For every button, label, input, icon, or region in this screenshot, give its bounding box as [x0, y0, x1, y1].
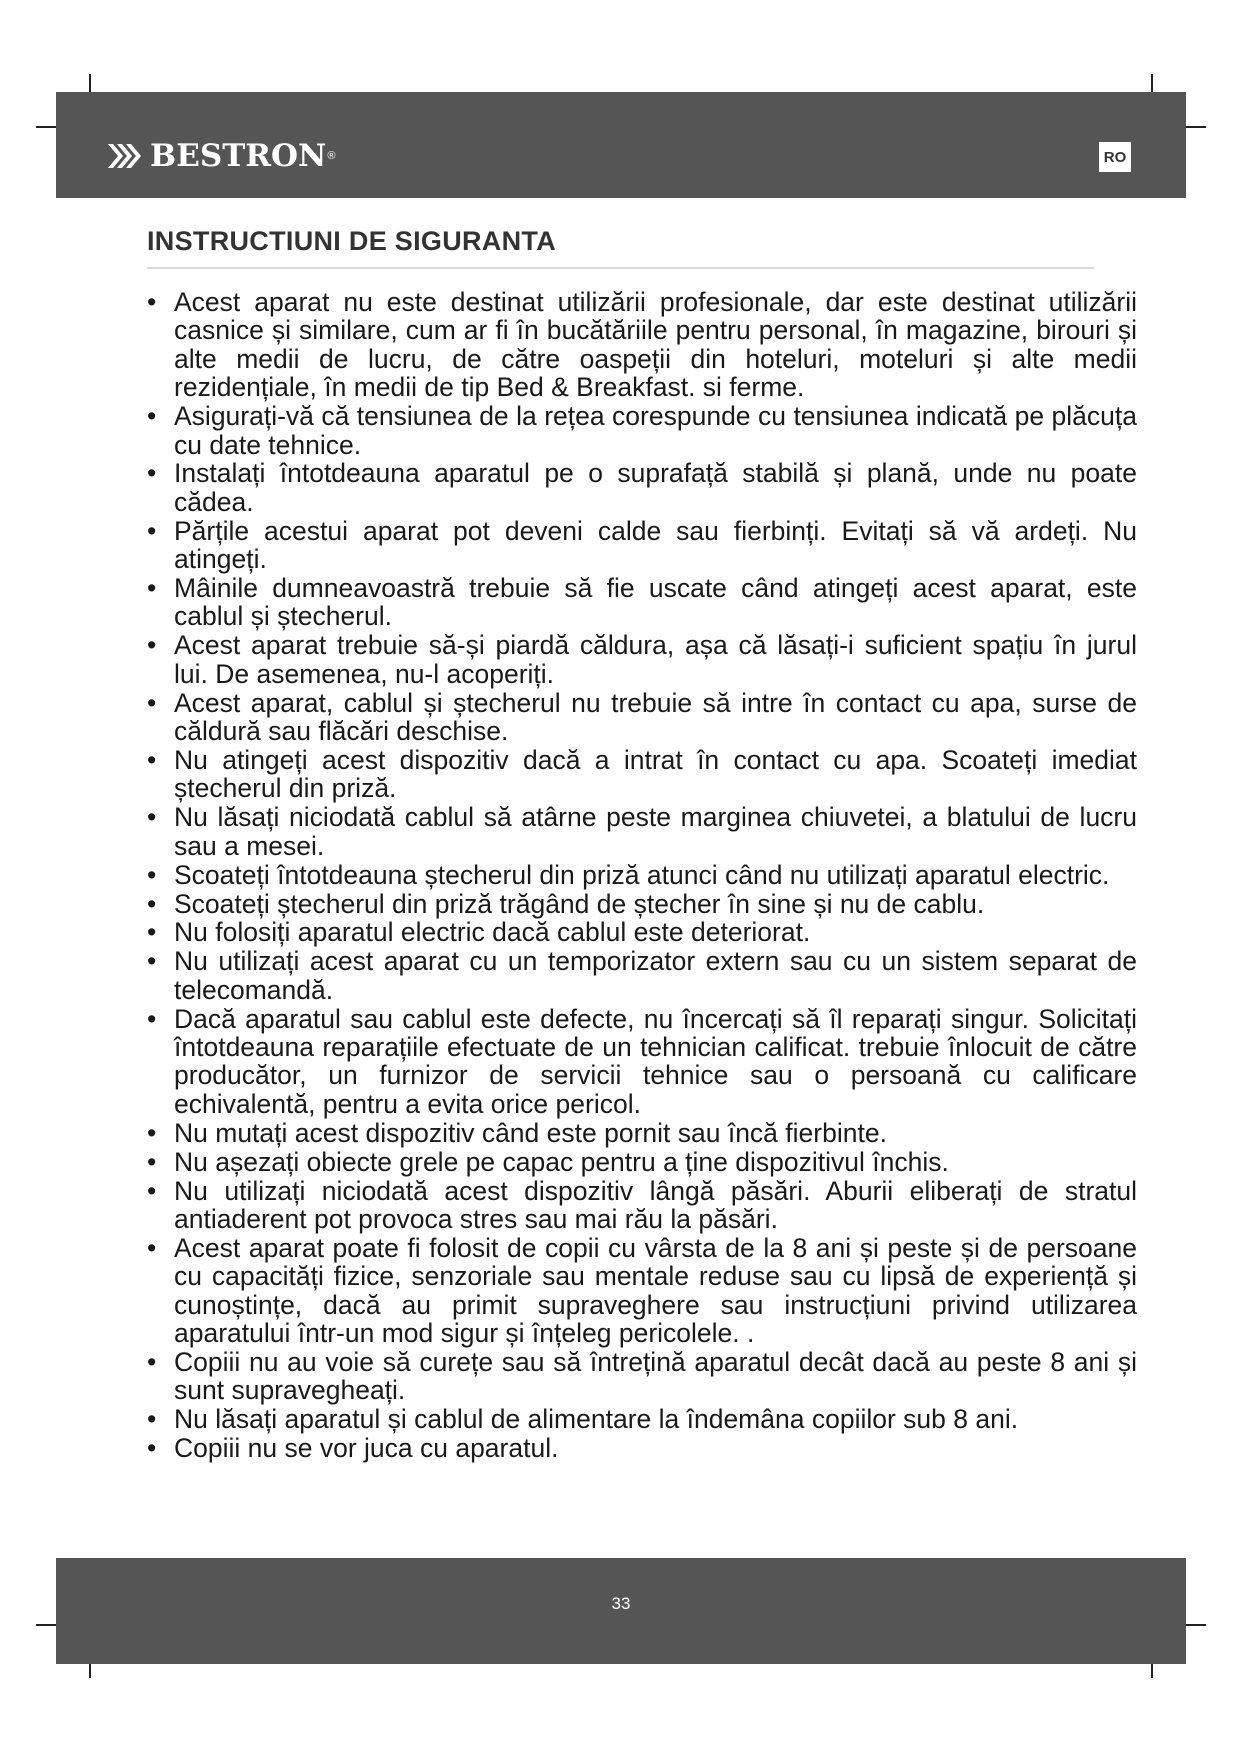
list-item-text: Copiii nu se vor juca cu aparatul. [174, 1433, 559, 1464]
bullet: • [147, 802, 157, 833]
list-item [147, 1005, 1137, 1119]
bullet: • [147, 745, 157, 775]
list-item [147, 1405, 1137, 1433]
list-item-text: Mâinile dumneavoastră trebuie să fie uscate când atingeți acest aparat, este cablul și ștecherul. [174, 573, 1137, 632]
list-item [147, 689, 1137, 746]
list-item [147, 1148, 1137, 1176]
list-item-text: Copiii nu au voie să curețe sau să întrețină aparatul decât dacă au peste 8 ani și sunt supravegheați. [174, 1347, 1137, 1406]
list-item-text: Acest aparat nu este destinat utilizării profesionale, dar este destinat utilizării casnice și similare, cum ar fi în bucătăriile pentru personal, în magazine, birouri și alte medii de lucru, de către oaspeții din hoteluri, moteluri și alte medii rezidențiale, în medii de tip Bed & Breakfast. si ferme. [174, 287, 1137, 403]
bullet: • [147, 573, 157, 604]
list-item [147, 517, 1137, 574]
list-item [147, 803, 1137, 860]
list-item-text: Nu mutați acest dispozitiv când este pornit sau încă fierbinte. [174, 1117, 887, 1148]
list-item-text: Instalați întotdeauna aparatul pe o suprafață stabilă și plană, unde nu poate cădea. [174, 458, 1137, 517]
list-item [147, 746, 1137, 803]
list-item-text: Acest aparat, cablul și ștecherul nu trebuie să intre în contact cu apa, surse de căldură sau flăcări deschise. [174, 687, 1137, 747]
list-item [147, 1234, 1137, 1348]
bullet: • [147, 1003, 157, 1034]
list-item-text: Nu așezați obiecte grele pe capac pentru a ține dispozitivul închis. [174, 1146, 949, 1177]
list-item-text: Nu utilizați acest aparat cu un temporizator extern sau cu un sistem separat de telecomandă. [174, 946, 1137, 1005]
footer-bar [56, 1558, 1186, 1664]
bullet: • [147, 287, 157, 317]
list-item [147, 574, 1137, 631]
list-item-text: Acest aparat poate fi folosit de copii cu vârsta de la 8 ani și peste și de persoane cu capacități fizice, senzoriale sau mentale reduse sau cu lipsă de experiență și cunoștințe, dacă au primit supraveghere sau instrucțiuni privind utilizarea aparatului într-un mod sigur și înțeleg pericolele. . [174, 1232, 1137, 1349]
list-item-text: Nu atingeți acest dispozitiv dacă a intrat în contact cu apa. Scoateți imediat ștecherul din priză. [174, 745, 1137, 804]
brand-name: BESTRON [150, 138, 327, 174]
bullet: • [147, 1433, 157, 1464]
list-item-text: Acest aparat trebuie să-și piardă căldura, așa că lăsați-i suficient spațiu în jurul lui. De asemenea, nu-l acoperiți. [174, 630, 1137, 689]
bullet: • [147, 1175, 157, 1206]
list-item-text: Părțile acestui aparat pot deveni calde sau fierbinți. Evitați să vă ardeți. Nu atingeți. [174, 515, 1137, 575]
list-item [147, 1177, 1137, 1234]
list-item [147, 947, 1137, 1004]
list-item-text: Nu lăsați aparatul și cablul de alimentare la îndemâna copiilor sub 8 ani. [174, 1404, 1019, 1435]
bullet: • [147, 458, 157, 489]
list-item [147, 288, 1137, 402]
bullet: • [147, 515, 157, 546]
list-item [147, 402, 1137, 459]
language-badge: RO [1099, 142, 1131, 172]
list-item-text: Dacă aparatul sau cablul este defecte, nu încercați să îl reparați singur. Solicitați întotdeauna reparațiile efectuate de un tehnician calificat. trebuie înlocuit de către producător, un furnizor de servicii tehnice sau o persoană cu calificare echivalentă, pentru a evita orice pericol. [174, 1003, 1137, 1119]
list-item [147, 890, 1137, 918]
page-number: 33 [611, 1594, 631, 1613]
list-item-text: Scoateți întotdeauna ștecherul din priză atunci când nu utilizați aparatul electric. [174, 859, 1110, 890]
bullet: • [147, 1404, 157, 1435]
registered-mark: ® [327, 150, 336, 162]
list-item [147, 631, 1137, 688]
header-bar [56, 92, 1186, 198]
brand-chevrons-icon [108, 138, 142, 174]
list-item-text: Nu lăsați niciodată cablul să atârne peste marginea chiuvetei, a blatului de lucru sau a mesei. [174, 802, 1137, 861]
bullet: • [147, 1232, 157, 1263]
list-item-text: Nu utilizați niciodată acest dispozitiv lângă păsări. Aburii eliberați de stratul antiaderent pot provoca stres sau mai rău la păsări. [174, 1175, 1137, 1234]
bullet: • [147, 859, 157, 890]
list-item [147, 861, 1137, 889]
bullet: • [147, 917, 157, 948]
bullet: • [147, 1117, 157, 1148]
page-title: INSTRUCTIUNI DE SIGURANTA [147, 226, 556, 256]
list-item [147, 459, 1137, 516]
list-item [147, 918, 1137, 946]
list-item [147, 1348, 1137, 1405]
bullet: • [147, 401, 157, 432]
bullet: • [147, 1347, 157, 1378]
list-item-text: Scoateți ștecherul din priză trăgând de ștecher în sine și nu de cablu. [174, 888, 985, 919]
bullet: • [147, 888, 157, 919]
safety-instructions-list [147, 288, 1137, 1463]
bullet: • [147, 1146, 157, 1177]
list-item-text: Asigurați-vă că tensiunea de la rețea corespunde cu tensiunea indicată pe plăcuța cu date tehnice. [174, 401, 1137, 460]
title-divider [147, 267, 1094, 269]
list-item [147, 1434, 1137, 1462]
list-item [147, 1119, 1137, 1147]
bullet: • [147, 946, 157, 977]
bullet: • [147, 687, 157, 718]
list-item-text: Nu folosiți aparatul electric dacă cablul este deteriorat. [174, 917, 811, 948]
bullet: • [147, 630, 157, 661]
brand-logo [108, 138, 336, 174]
